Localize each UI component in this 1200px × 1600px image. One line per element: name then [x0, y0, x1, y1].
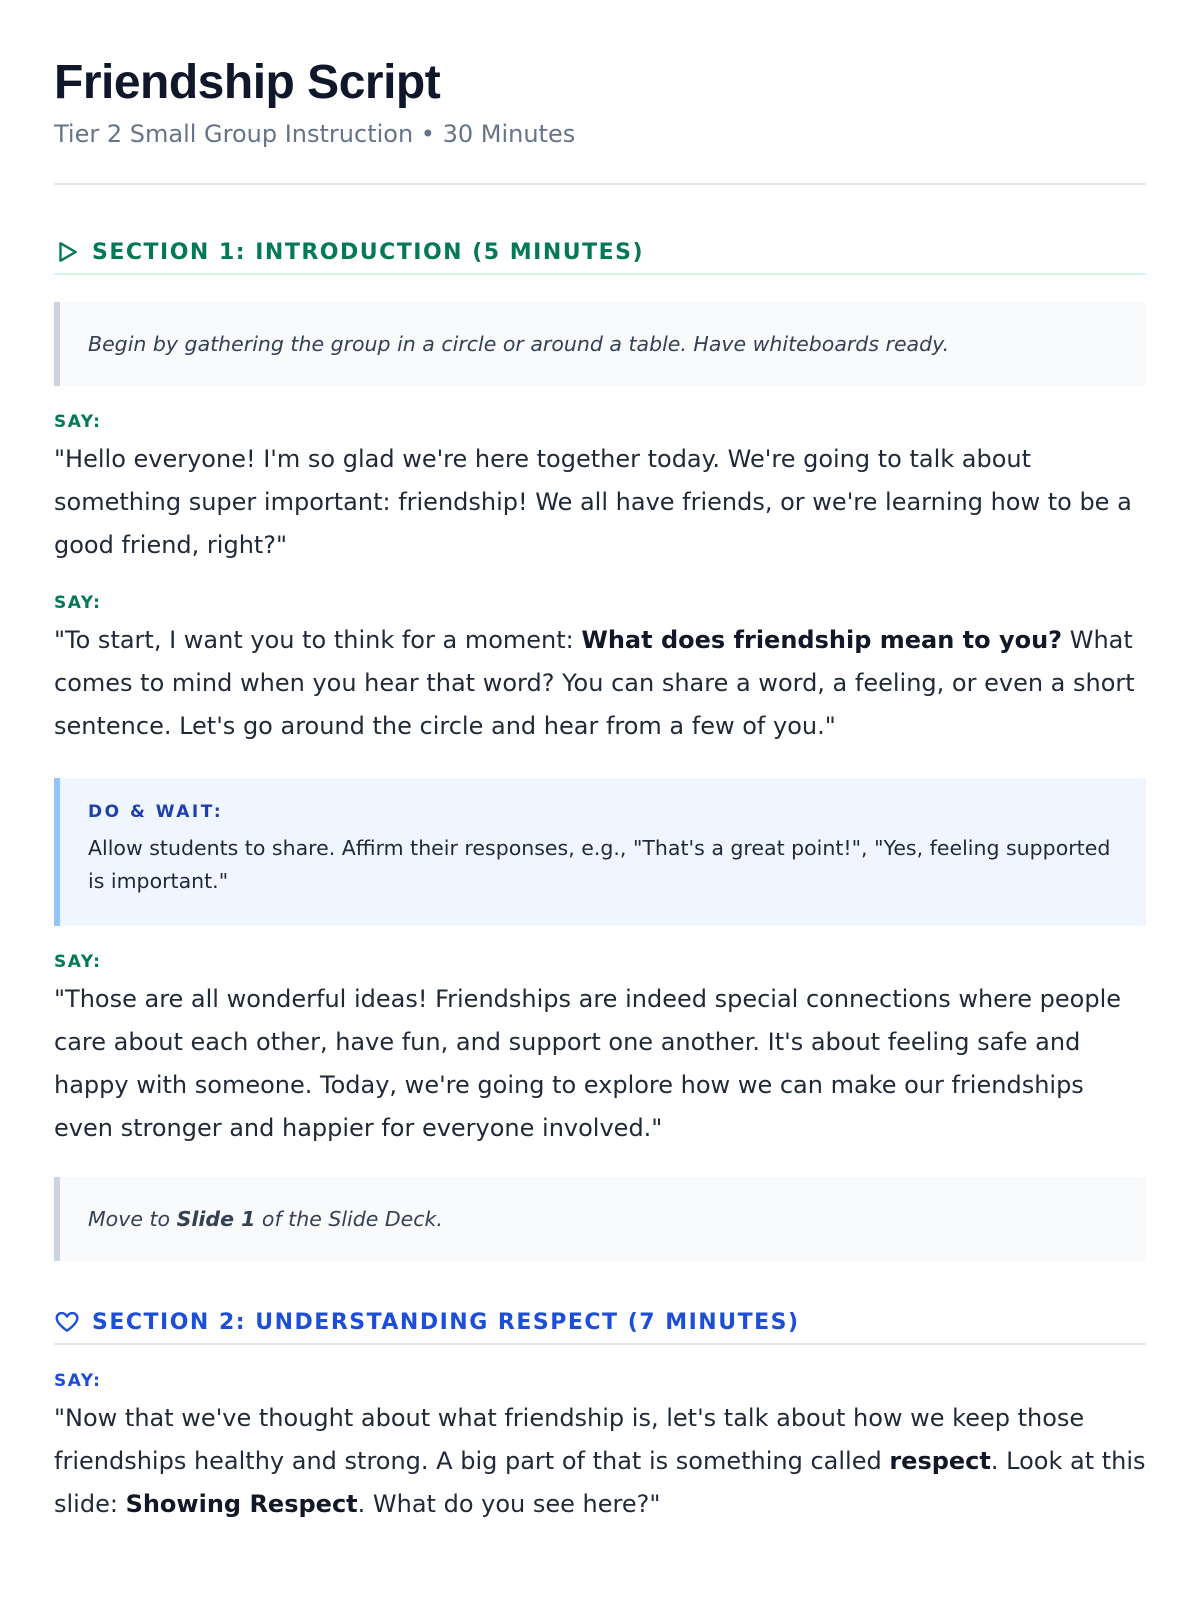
say-label: SAY:: [54, 1371, 102, 1391]
section-1-heading: [54, 239, 1146, 275]
say-text: "Those are all wonderful ideas! Friendships are indeed special connections where people care about each other, have fun, and support one another. It's about feeling safe and happy with someone. Today, we're going to explore how we can make our friendships even stronger and happier for everyone involved.": [54, 985, 1122, 1142]
teacher-note: Move to Slide 1 of the Slide Deck.: [54, 1177, 1146, 1261]
page-subtitle: Tier 2 Small Group Instruction • 30 Minutes: [54, 120, 576, 148]
section-2-title: SECTION 2: UNDERSTANDING RESPECT (7 MINUTES): [92, 1309, 800, 1335]
say-text: "To start, I want you to think for a moment: What does friendship mean to you? What comes to mind when you hear that word? You can share a word, a feeling, or even a short sentence. Let's go around the circle and hear from a few of you.": [54, 626, 1135, 740]
do-and-wait-box: [54, 778, 1146, 926]
section-1-title: SECTION 1: INTRODUCTION (5 MINUTES): [92, 239, 645, 265]
header-divider: [54, 183, 1146, 185]
emphasis: respect: [889, 1447, 991, 1475]
say-label: SAY:: [54, 952, 102, 972]
section-2-heading: [54, 1309, 1146, 1345]
emphasis: Showing Respect: [125, 1490, 358, 1518]
do-text: Allow students to share. Affirm their responses, e.g., "That's a great point!", "Yes, feeling supported is important.": [88, 836, 1111, 893]
heart-icon: [54, 1309, 80, 1335]
teacher-note: Begin by gathering the group in a circle or around a table. Have whiteboards ready.: [54, 302, 1146, 386]
section-2: [54, 1309, 1146, 1526]
slide-reference: Slide 1: [176, 1207, 256, 1231]
section-1: [54, 239, 1146, 1261]
play-icon: [54, 239, 80, 265]
say-text: "Now that we've thought about what friendship is, let's talk about how we keep those friendships healthy and strong. A big part of that is something called respect. Look at this slide: Showing Respect. What do you see here?": [54, 1404, 1146, 1518]
say-text: "Hello everyone! I'm so glad we're here together today. We're going to talk about something super important: friendship! We all have friends, or we're learning how to be a good friend, right?": [54, 445, 1132, 559]
say-label: SAY:: [54, 593, 102, 613]
say-label: SAY:: [54, 412, 102, 432]
page-title: Friendship Script: [54, 56, 441, 109]
emphasis: What does friendship mean to you?: [581, 626, 1063, 654]
do-label: DO & WAIT:: [88, 802, 224, 822]
